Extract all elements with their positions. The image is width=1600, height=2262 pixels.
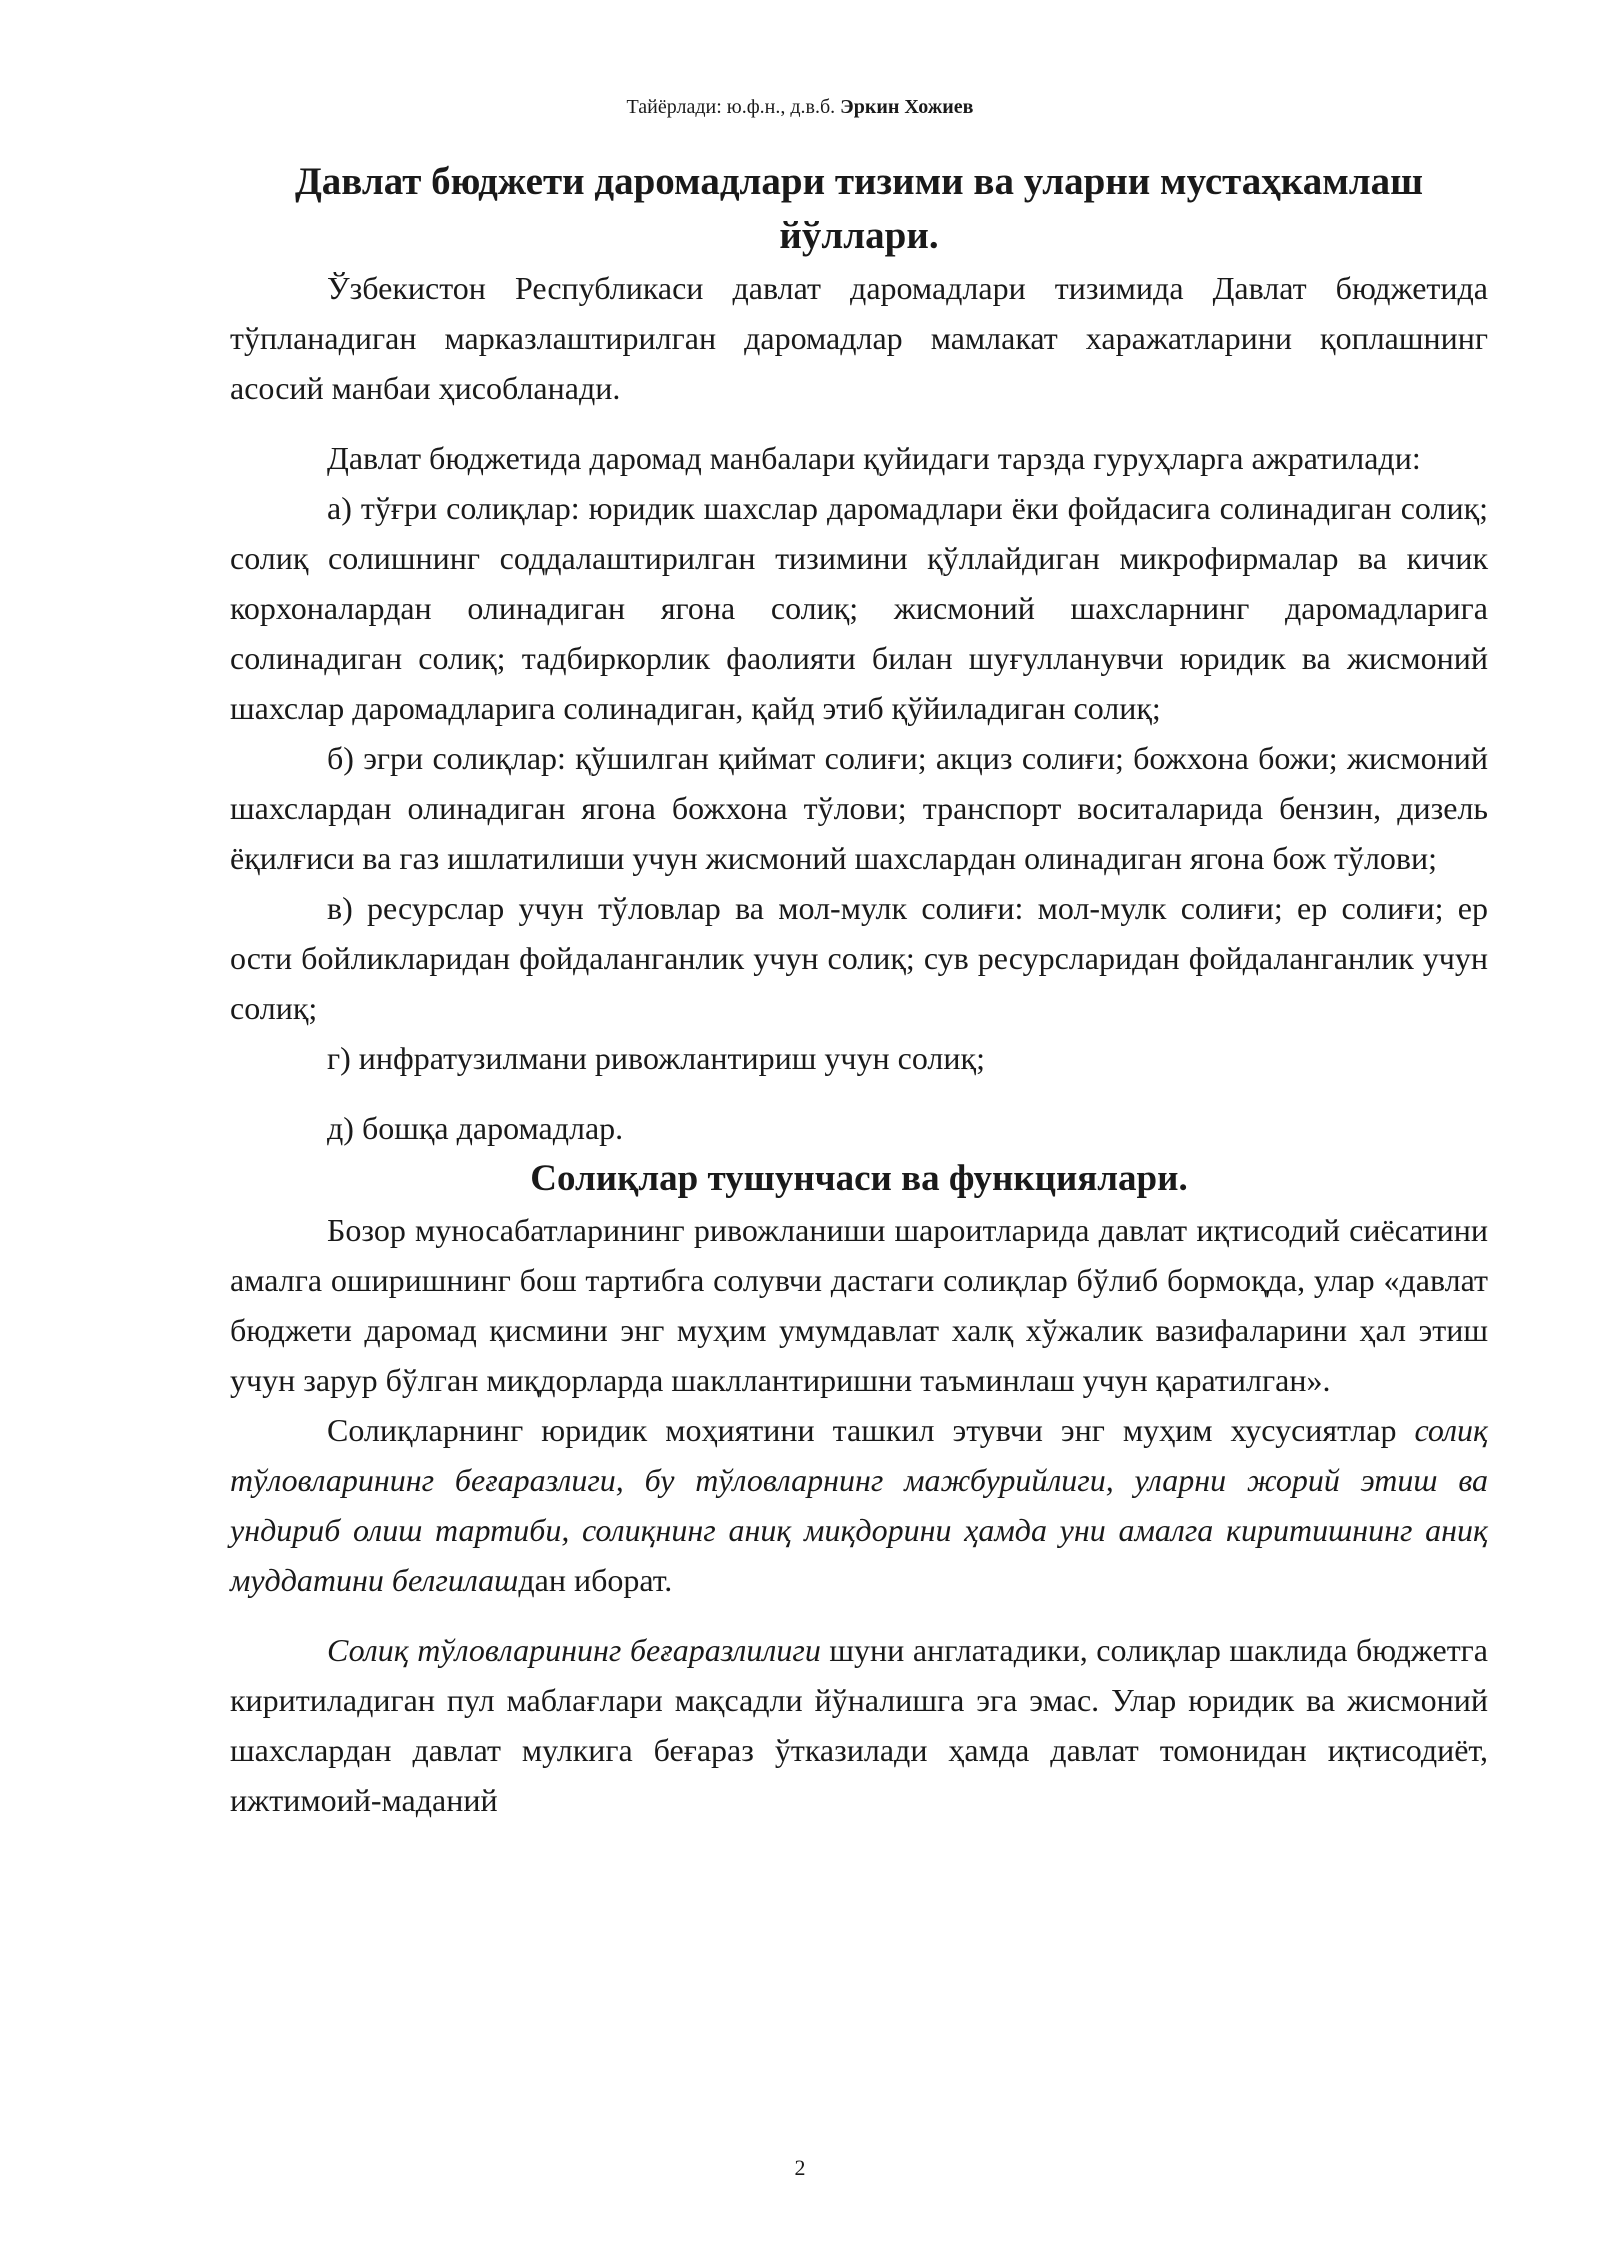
legal-essence-end: дан иборат.: [518, 1562, 673, 1598]
paragraph-gratuitousness: [230, 1625, 1488, 1825]
gratuitousness-text: шуни англатадики, солиқлар шаклида бюджетга киритиладиган пул маблағлари мақсадли йўналишга эга эмас. Улар юридик ва жисмоний шахслардан давлат мулкига беғараз ўтказилади ҳамда давлат томонидан иқтисодиёт, ижтимоий-маданий: [230, 1632, 1489, 1818]
page-number: 2: [794, 2155, 806, 2180]
document-title: Давлат бюджети даромадлари тизими ва уларни мустаҳкамлаш йўллари.: [294, 160, 1424, 257]
list-item-b: б) эгри солиқлар: қўшилган қиймат солиғи; акциз солиғи; божхона божи; жисмоний шахслардан олинадиган ягона божхона тўлови; транспорт воситаларида бензин, дизель ёқилғиси ва газ ишлатилиши учун жисмоний шахслардан олинадиган ягона бож тўлови;: [230, 740, 1488, 876]
paragraph-income-groups: Давлат бюджетида даромад манбалари қуйидаги тарзда гуруҳларга ажратилади:: [327, 440, 1421, 476]
legal-essence-lead: Солиқларнинг юридик моҳиятини ташкил этувчи энг муҳим хусусиятлар: [327, 1412, 1415, 1448]
page-header: [0, 95, 1600, 119]
paragraph-intro: Ўзбекистон Республикаси давлат даромадлари тизимида Давлат бюджетида тўпланадиган марказлаштирилган даромадлар мамлакат харажатларини қоплашнинг асосий манбаи ҳисобланади.: [230, 270, 1488, 406]
list-item-a: а) тўғри солиқлар: юридик шахслар даромадлари ёки фойдасига солинадиган солиқ; солиқ солишнинг соддалаштирилган тизимини қўллайдиган микрофирмалар ва кичик корхоналардан олинадиган ягона солиқ; жисмоний шахсларнинг даромадларига солинадиган солиқ; тадбиркорлик фаолияти билан шуғулланувчи юридик ва жисмоний шахслар даромадларига солинадиган, қайд этиб қўйиладиган солиқ;: [230, 490, 1488, 726]
gratuitousness-term: Солиқ тўловларининг беғаразлилиги: [327, 1632, 821, 1668]
paragraph-market-relations: Бозор муносабатларининг ривожланиши шароитларида давлат иқтисодий сиёсатини амалга оширишнинг бош тартибга солувчи дастаги солиқлар бўлиб бормоқда, улар «давлат бюджети даромад қисмини энг муҳим умумдавлат халқ хўжалик вазифаларини ҳал этиш учун зарур бўлган миқдорларда шакллантиришни таъминлаш учун қаратилган».: [230, 1212, 1488, 1398]
list-item-d: д) бошқа даромадлар.: [327, 1110, 624, 1146]
list-item-v: в) ресурслар учун тўловлар ва мол-мулк солиғи: мол-мулк солиғи; ер солиғи; ер ости бойликларидан фойдаланганлик учун солиқ; сув ресурсларидан фойдаланганлик учун солиқ;: [230, 890, 1488, 1026]
section-heading: Солиқлар тушунчаси ва функциялари.: [530, 1158, 1188, 1199]
header-prefix: Тайёрлади: ю.ф.н., д.в.б.: [626, 96, 841, 118]
document-body: [230, 155, 1488, 1825]
header-author: Эркин Хожиев: [840, 96, 974, 118]
legal-essence-italic: солиқ тўловларининг беғаразлиги, бу тўловларнинг мажбурийлиги, уларни жорий этиш ва ундириб олиш тартиби, солиқнинг аниқ миқдорини ҳамда уни амалга киритишнинг аниқ муддатини белгилаш: [230, 1412, 1488, 1598]
paragraph-legal-essence: [230, 1405, 1488, 1605]
list-item-g: г) инфратузилмани ривожлантириш учун солиқ;: [327, 1040, 985, 1076]
